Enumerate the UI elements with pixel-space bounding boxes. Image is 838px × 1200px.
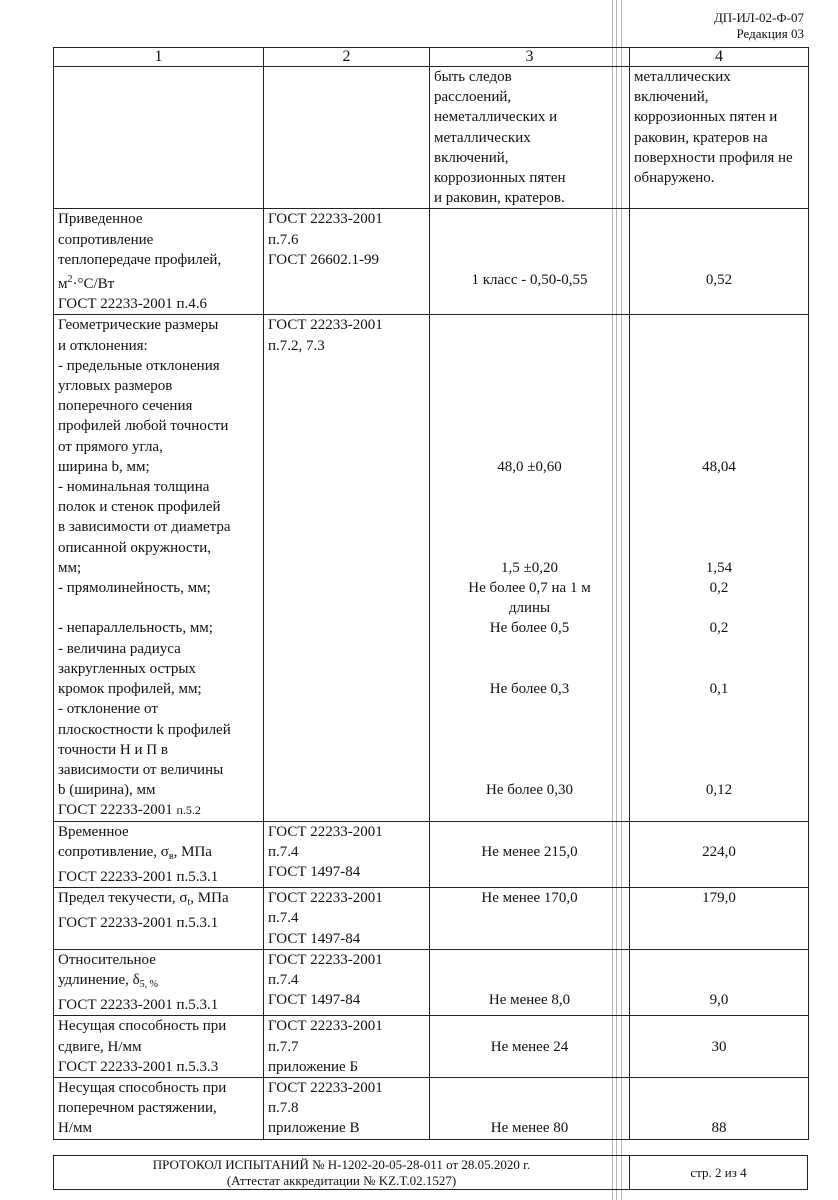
subscript: в (168, 850, 174, 862)
table-row (54, 315, 809, 821)
footer-protocol-block (54, 1156, 630, 1189)
result-cell: 9,0 (630, 949, 809, 1016)
table-row (54, 1077, 809, 1139)
result-cell: 88 (630, 1077, 809, 1139)
protocol-title: ПРОТОКОЛ ИСПЫТАНИЙ № Н-1202-20-05-28-011 от 28.05.2020 г. (152, 1157, 531, 1172)
column-number-row (54, 48, 809, 67)
requirement-cell: Не менее 80 (430, 1077, 630, 1139)
subscript: t (187, 897, 191, 909)
parameter-cell: Несущая способность при поперечном растяжении, Н/мм (54, 1077, 264, 1139)
requirement-cell: 1 класс - 0,50-0,55 (430, 209, 630, 315)
requirement-cell: Не менее 8,0 (430, 949, 630, 1016)
parameter-text: Временное сопротивление, σ (58, 823, 169, 860)
parameter-text: п.5.2 (176, 803, 201, 818)
column-header-3: 3 (430, 48, 630, 67)
parameter-cell (54, 949, 264, 1016)
accreditation-note: (Аттестат аккредитации № KZ.T.02.1527) (226, 1173, 457, 1188)
parameter-cell (54, 67, 264, 209)
requirement-cell: Не менее 215,0 (430, 821, 630, 888)
method-cell (264, 67, 430, 209)
page-number: стр. 2 из 4 (690, 1164, 747, 1180)
result-cell: 0,52 (630, 209, 809, 315)
protocol-footer (53, 1155, 808, 1190)
table-row (54, 949, 809, 1016)
table-row (54, 888, 809, 950)
parameter-text: Приведенное сопротивление теплопередаче профилей, м (58, 211, 222, 293)
method-cell: ГОСТ 22233-2001 п.7.4 ГОСТ 1497-84 (264, 821, 430, 888)
method-cell: ГОСТ 22233-2001 п.7.2, 7.3 (264, 315, 430, 821)
parameter-text: , МПа ГОСТ 22233-2001 п.5.3.1 (58, 890, 229, 932)
requirement-cell: Не менее 170,0 (430, 888, 630, 950)
document-id-block (714, 10, 804, 42)
parameter-text: Геометрические размеры и отклонения: - предельные отклонения угловых размеров поперечного сечения профилей любой точности от прямого угла, ширина b, мм; - номинальная толщина полок и стенок профилей в зависимости от диаметра описанной окружности, мм; - прямолинейность, мм; - непараллельность, мм; - величина радиуса закругленных острых кромок профилей, мм; - отклонение от плоскостности k профилей точности Н и П в зависимости от величины b (ширина), мм ГОСТ 22233-2001 (58, 317, 231, 819)
table-row (54, 209, 809, 315)
parameter-text: Предел текучести, σ (58, 890, 188, 907)
result-cell: 179,0 (630, 888, 809, 950)
column-header-2: 2 (264, 48, 430, 67)
superscript: 2 (67, 274, 73, 286)
method-cell: ГОСТ 22233-2001 п.7.4 ГОСТ 1497-84 (264, 949, 430, 1016)
parameter-text: ГОСТ 22233-2001 п.5.3.1 (58, 997, 219, 1014)
method-cell: ГОСТ 22233-2001 п.7.8 приложение В (264, 1077, 430, 1139)
table-row (54, 821, 809, 888)
method-cell: ГОСТ 22233-2001 п.7.6 ГОСТ 26602.1-99 (264, 209, 430, 315)
table-row (54, 67, 809, 209)
result-cell: металлических включений, коррозионных пятен и раковин, кратеров на поверхности профиля не обнаружено. (630, 67, 809, 209)
method-cell: ГОСТ 22233-2001 п.7.4 ГОСТ 1497-84 (264, 888, 430, 950)
requirement-cell: быть следов расслоений, неметаллических и металлических включений, коррозионных пятен и раковин, кратеров. (430, 67, 630, 209)
parameter-text: ·°С/Вт ГОСТ 22233-2001 п.4.6 (58, 276, 208, 313)
requirement-cell: 48,0 ±0,60 1,5 ±0,20 Не более 0,7 на 1 м длины Не более 0,5 Не более 0,3 Не более 0,30 (430, 315, 630, 821)
parameter-cell (54, 888, 264, 950)
column-header-1: 1 (54, 48, 264, 67)
table-row (54, 1016, 809, 1078)
requirement-cell: Не менее 24 (430, 1016, 630, 1078)
parameter-cell (54, 315, 264, 821)
result-cell: 224,0 (630, 821, 809, 888)
parameter-cell (54, 209, 264, 315)
method-cell: ГОСТ 22233-2001 п.7.7 приложение Б (264, 1016, 430, 1078)
subscript: 5, % (139, 978, 159, 990)
parameter-text: Относительное удлинение, δ (58, 951, 156, 988)
parameter-cell (54, 821, 264, 888)
result-cell: 48,04 1,54 0,2 0,2 0,1 0,12 (630, 315, 809, 821)
document-revision: Редакция 03 (736, 26, 804, 41)
result-cell: 30 (630, 1016, 809, 1078)
parameter-text: , МПа ГОСТ 22233-2001 п.5.3.1 (58, 843, 219, 885)
column-header-4: 4 (630, 48, 809, 67)
document-id: ДП-ИЛ-02-Ф-07 (713, 10, 804, 25)
parameter-cell: Несущая способность при сдвиге, Н/мм ГОСТ 22233-2001 п.5.3.3 (54, 1016, 264, 1078)
results-table (53, 47, 809, 1140)
